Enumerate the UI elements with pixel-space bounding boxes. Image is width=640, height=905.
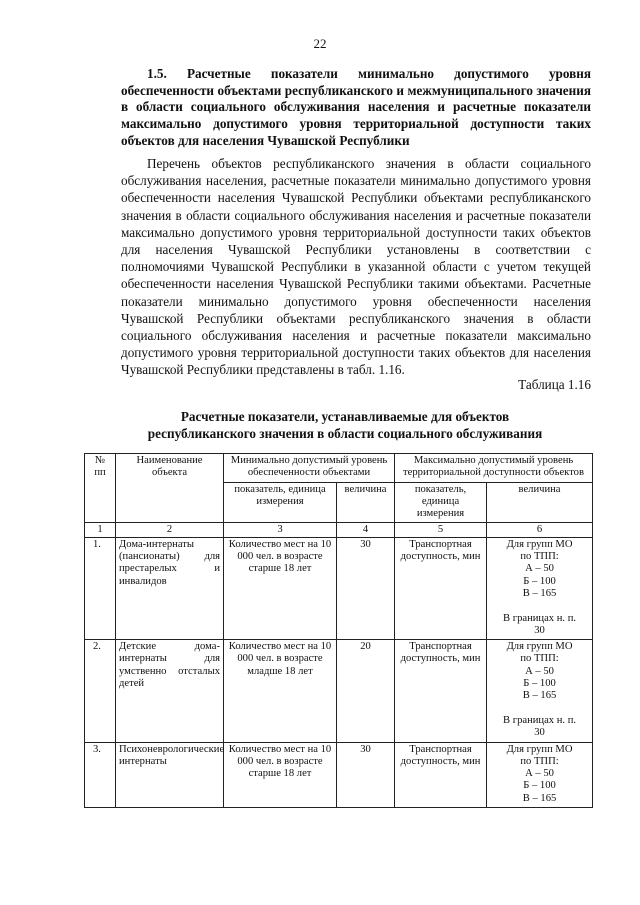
- header-max-indicator: показатель, единица измерения: [395, 482, 487, 523]
- max-value-line: Для групп МО: [506, 538, 573, 550]
- header-min-group: Минимально допустимый уровень обеспеченности объектами: [224, 454, 395, 483]
- max-value-line: А – 50: [525, 665, 554, 677]
- min-indicator: Количество мест на 10 000 чел. в возрасте старше 18 лет: [224, 537, 337, 639]
- max-value: [487, 640, 593, 742]
- header-max-value: величина: [487, 482, 593, 523]
- max-value: [487, 742, 593, 807]
- min-indicator: Количество мест на 10 000 чел. в возрасте младше 18 лет: [224, 640, 337, 742]
- section-heading: [121, 66, 591, 150]
- max-value-line: Б – 100: [523, 575, 556, 587]
- column-number: 1: [85, 523, 116, 537]
- max-value-line: В границах н. п.: [503, 612, 577, 624]
- max-value-line: Б – 100: [523, 780, 556, 792]
- min-value: 30: [337, 742, 395, 807]
- header-min-value: величина: [337, 482, 395, 523]
- max-value-line: по ТПП:: [520, 551, 559, 563]
- table-title-line: Расчетные показатели, устанавливаемые для объектов: [180, 409, 510, 424]
- object-name: Дома-интернаты (пансионаты) для престарелых и инвалидов: [116, 537, 224, 639]
- header-no: № пп: [85, 454, 116, 523]
- max-value-line: В границах н. п.: [503, 714, 577, 726]
- object-name: Психоневрологические интернаты: [116, 742, 224, 807]
- indicators-table: [84, 453, 593, 808]
- row-number: 2.: [85, 640, 116, 742]
- object-name: Детские дома-интернаты для умственно отсталых детей: [116, 640, 224, 742]
- max-value-line: по ТПП:: [520, 653, 559, 665]
- min-indicator: Количество мест на 10 000 чел. в возрасте старше 18 лет: [224, 742, 337, 807]
- column-number: 3: [224, 523, 337, 537]
- min-value: 30: [337, 537, 395, 639]
- table-row: [85, 742, 593, 807]
- max-indicator: Транспортная доступность, мин: [395, 640, 487, 742]
- max-value-line: по ТПП:: [520, 755, 559, 767]
- section-title: Расчетные показатели минимально допустимого уровня обеспеченности объектами республиканского и межмуниципального значения в области социального обслуживания населения и расчетные показатели максимально допустимого уровня территориальной доступности таких объектов для населения Чувашской Республики: [121, 66, 591, 148]
- header-max-group: Максимально допустимый уровень территориальной доступности объектов: [395, 454, 593, 483]
- max-value: [487, 537, 593, 639]
- row-number: 1.: [85, 537, 116, 639]
- column-number: 5: [395, 523, 487, 537]
- max-value-line: В – 165: [522, 792, 557, 804]
- min-value: 20: [337, 640, 395, 742]
- header-min-indicator: показатель, единица измерения: [224, 482, 337, 523]
- max-value-line: В – 165: [522, 587, 557, 599]
- max-indicator: Транспортная доступность, мин: [395, 742, 487, 807]
- max-value-line: А – 50: [525, 563, 554, 575]
- table-title-line: республиканского значения в области социального обслуживания: [147, 426, 543, 441]
- max-value-line: Б – 100: [523, 678, 556, 690]
- max-value-line: 30: [534, 727, 545, 739]
- column-number: 2: [116, 523, 224, 537]
- column-number: 4: [337, 523, 395, 537]
- table-header-row: [85, 454, 593, 483]
- table-title: [100, 408, 590, 442]
- max-value-line: А – 50: [525, 768, 554, 780]
- table-row: [85, 537, 593, 639]
- page-number: 22: [313, 36, 327, 51]
- header-name: Наименование объекта: [116, 454, 224, 523]
- column-number: 6: [487, 523, 593, 537]
- max-value-line: 30: [534, 624, 545, 636]
- max-value-line: Для групп МО: [506, 743, 573, 755]
- column-number-row: [85, 523, 593, 537]
- body-paragraph: Перечень объектов республиканского значения в области социального обслуживания населения, расчетные показатели минимально допустимого уровня обеспеченности населения Чувашской Республики объектами республиканского значения в области социального обслуживания населения и расчетные показатели максимально допустимого уровня территориальной доступности таких объектов для населения Чувашской Республики установлены в соответствии с полномочиями Чувашской Республики в указанной области с учетом текущей обеспеченности населения Чувашской Республики такими объектами. Расчетные показатели минимально допустимого уровня обеспеченности населения Чувашской Республики объектами республиканского значения в области социального обслуживания населения и расчетные показатели максимально допустимого уровня территориальной доступности таких объектов для населения Чувашской Республики представлены в табл. 1.16.: [121, 156, 591, 378]
- max-value-line: Для групп МО: [506, 641, 573, 653]
- max-indicator: Транспортная доступность, мин: [395, 537, 487, 639]
- table-label: Таблица 1.16: [518, 377, 591, 392]
- max-value-line: В – 165: [522, 690, 557, 702]
- section-number: 1.5.: [147, 66, 167, 81]
- table-row: [85, 640, 593, 742]
- row-number: 3.: [85, 742, 116, 807]
